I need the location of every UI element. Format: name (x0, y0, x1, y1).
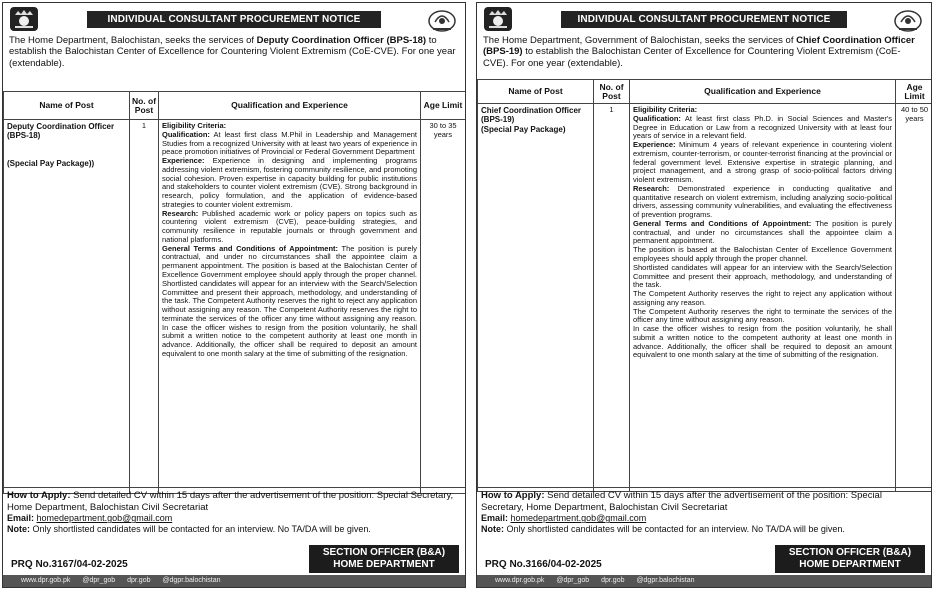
social-bar (3, 575, 465, 587)
intro-suffix: to establish the Balochistan Center of Excellence for Countering Violent Extremism (CoE-CVE). For one year (extendable). (483, 46, 901, 69)
section-line2: HOME DEPARTMENT (333, 559, 435, 570)
post-name: Deputy Coordination Officer (BPS-18) (7, 122, 115, 141)
terms-label: General Terms and Conditions of Appointment: (162, 243, 339, 253)
header-qual: Qualification and Experience (159, 92, 421, 120)
website-text: www.dpr.gob.pk (495, 577, 545, 584)
post-package: (Special Pay Package)) (7, 158, 95, 168)
terms-extra-para: The Competent Authority reserves the right to reject any application without assigning any reason. (633, 289, 892, 307)
note-row (7, 524, 461, 535)
social-bar (477, 575, 931, 587)
intro-prefix: The Home Department, Balochistan, seeks the services of (9, 35, 257, 46)
section-officer-box (309, 545, 459, 573)
how-to-apply (7, 490, 461, 513)
notice-intro (477, 35, 931, 79)
research-label: Research: (162, 208, 199, 218)
email-label: Email: (7, 513, 35, 524)
note-text: Only shortlisted candidates will be contacted for an interview. No TA/DA will be given. (32, 524, 371, 535)
email-label: Email: (481, 513, 509, 524)
header-age: Age Limit (896, 80, 933, 104)
post-cell (4, 120, 130, 494)
qualification-cell (159, 120, 421, 494)
qualification-cell (630, 104, 896, 492)
terms-extra-para: Shortlisted candidates will appear for an interview with the Search/Selection Committee and present their approach, methodology, and understanding of the task. (633, 262, 892, 290)
table-header-row (478, 80, 933, 104)
facebook-handle: @dgpr.balochistan (636, 577, 695, 584)
notice-title: INDIVIDUAL CONSULTANT PROCUREMENT NOTICE (87, 11, 381, 28)
instagram-handle: dpr.gob (127, 577, 151, 584)
website-text: www.dpr.gob.pk (21, 577, 71, 584)
intro-position: Deputy Coordination Officer (BPS-18) (256, 35, 427, 46)
notice-footer (3, 487, 465, 587)
how-label: How to Apply: (7, 490, 71, 501)
posts-table (477, 79, 932, 492)
email-link[interactable]: homedepartment.gob@gmail.com (510, 513, 647, 524)
terms-para (633, 220, 892, 246)
header-post: Name of Post (478, 80, 594, 104)
notice-title: INDIVIDUAL CONSULTANT PROCUREMENT NOTICE (561, 11, 847, 28)
research-text: Demonstrated experience in conducting qualitative and quantitative research on violent extremism, including analyzing socio-political drivers, assessing community vulnerabilities, and evaluating the effectiveness of prevention programs. (633, 183, 892, 220)
header-post: Name of Post (4, 92, 130, 120)
table-row (4, 120, 466, 494)
dgpr-logo-icon (893, 6, 923, 32)
qualification-text: At least first class M.Phil in Leadership and Management Studies from a recognized University with at least two years of experience in peace promotion initiatives of Provincial or Federal Government Department (162, 129, 417, 157)
note-label: Note: (481, 524, 504, 535)
table-header-row (4, 92, 466, 120)
section-line1: SECTION OFFICER (B&A) (322, 547, 446, 558)
age-limit: 30 to 35 years (421, 120, 466, 494)
prq-number: PRQ No.3166/04-02-2025 (485, 559, 602, 571)
notice-footer (477, 487, 931, 587)
age-limit: 40 to 50 years (896, 104, 933, 492)
qualification-text: At least first class Ph.D. in Social Sciences and Master's Degree in Education or Law from a recognized University with at least four years of service in a relevant field. (633, 113, 893, 141)
twitter-handle: @dpr_gob (82, 577, 116, 584)
header-age: Age Limit (421, 92, 466, 120)
header-num: No. of Post (594, 80, 630, 104)
notice-header (3, 3, 465, 35)
balochistan-emblem-icon (9, 6, 39, 32)
terms-para (162, 245, 417, 359)
header-num: No. of Post (130, 92, 159, 120)
email-row (481, 513, 927, 524)
research-para (633, 185, 892, 220)
intro-position: Chief Coordination Officer (BPS-19) (483, 35, 915, 58)
table-row (478, 104, 933, 492)
notice-left (2, 2, 466, 588)
facebook-handle: @dgpr.balochistan (162, 577, 221, 584)
how-label: How to Apply: (481, 490, 545, 501)
instagram-handle: dpr.gob (601, 577, 625, 584)
num-posts: 1 (130, 120, 159, 494)
num-posts: 1 (594, 104, 630, 492)
terms-extra-para: In case the officer wishes to resign from the position voluntarily, he shall submit a written notice to the competent authority at least one month in advance. Additionally, the officer shall be required to deposit an amount equivalent to one month salary at the time of submitting of the resignation. (633, 324, 892, 360)
eligibility-label: Eligibility Criteria: (162, 121, 227, 130)
notice-header (477, 3, 931, 35)
how-text: Send detailed CV within 15 days after the advertisement of the position: Special Secretary, Home Department, Balochistan Civil Secretariat (481, 490, 882, 513)
how-text: Send detailed CV within 15 days after the advertisement of the position: Special Secretary, Home Department, Balochistan Civil Secretariat (7, 490, 454, 513)
header-qual: Qualification and Experience (630, 80, 896, 104)
qualification-para (162, 131, 417, 157)
research-text: Published academic work or policy papers on topics such as countering violent extremism (CVE), peace-building strategies, and community resilience in reputable journals or through government and national platforms. (162, 208, 417, 244)
post-package: (Special Pay Package) (481, 124, 566, 134)
prq-number: PRQ No.3167/04-02-2025 (11, 559, 128, 571)
balochistan-emblem-icon (483, 6, 513, 32)
note-row (481, 524, 927, 535)
dgpr-logo-icon (427, 6, 457, 32)
experience-para (162, 157, 417, 210)
intro-prefix: The Home Department, Government of Balochistan, seeks the services of (483, 35, 797, 46)
research-para (162, 210, 417, 245)
section-officer-box (775, 545, 925, 573)
note-text: Only shortlisted candidates will be contacted for an interview. No TA/DA will be given. (506, 524, 845, 535)
qualification-label: Qualification: (633, 113, 681, 123)
research-label: Research: (633, 183, 670, 193)
eligibility-label: Eligibility Criteria: (633, 105, 698, 114)
experience-text: Experience in designing and implementing programs addressing violent extremism, fostering community resilience, and promoting social cohesion. Proven expertise in capacity building for public institutions and stakeholders to counter violent extremism (CVE). Strong background in research, policy formulation, and the application of evidence-based strategies to counter violent extremism. (162, 156, 418, 209)
email-row (7, 513, 461, 524)
terms-text: The position is purely contractual, and under no circumstances shall the appointee claim a permanent appointment. The position is based at the Balochistan Center of Excellence Government employee should apply through the proper channel. Shortlisted candidates will appear for an interview with the Search/Selection Committee and present their approach, methodology, and understanding of the task. The Competent Authority reserves the right to reject any application without assigning any reason. The Competent Authority reserves the right to terminate the services of the officer any time without assigning any reason. In case the officer wishes to resign from the position voluntarily, he shall submit a written notice to the competent authority at least one month in advance. Additionally, the officer shall be required to deposit an amount equivalent to one month salary at the time of submitting of the resignation. (162, 243, 418, 358)
terms-label: General Terms and Conditions of Appointment: (633, 218, 812, 228)
qualification-label: Qualification: (162, 129, 210, 139)
experience-text: Minimum 4 years of relevant experience in countering violent extremism, counter-terrorism, or counter-terrorist financing at the provincial or federal government level. Extensive expertise in strategic planning, and project management, and a strong grasp of socio-political factors driving violent extremism. (633, 140, 892, 185)
notice-intro (3, 35, 465, 91)
qualification-para (633, 115, 892, 141)
email-link[interactable]: homedepartment.gob@gmail.com (36, 513, 173, 524)
notice-right (476, 2, 932, 588)
intro-suffix: to establish the Balochistan Center of Excellence for Countering Violent Extremism (CoE-CVE). For one year (extendable). (9, 35, 456, 69)
how-to-apply (481, 490, 927, 513)
experience-label: Experience: (162, 156, 205, 166)
terms-extra-para: The position is based at the Balochistan Center of Excellence Government employees should apply through the proper channel. (633, 245, 892, 264)
post-cell (478, 104, 594, 492)
section-line2: HOME DEPARTMENT (799, 559, 901, 570)
note-label: Note: (7, 524, 30, 535)
terms-extra-para: The Competent Authority reserves the right to terminate the services of the officer any time without assigning any reason. (633, 306, 892, 325)
experience-para (633, 141, 892, 185)
twitter-handle: @dpr_gob (556, 577, 590, 584)
section-line1: SECTION OFFICER (B&A) (788, 547, 912, 558)
post-name: Chief Coordination Officer (BPS-19) (481, 106, 581, 125)
experience-label: Experience: (633, 140, 676, 150)
terms-text: The position is purely contractual, and under no circumstances shall the appointee claim a permanent appointment. (633, 218, 892, 246)
posts-table (3, 91, 466, 494)
